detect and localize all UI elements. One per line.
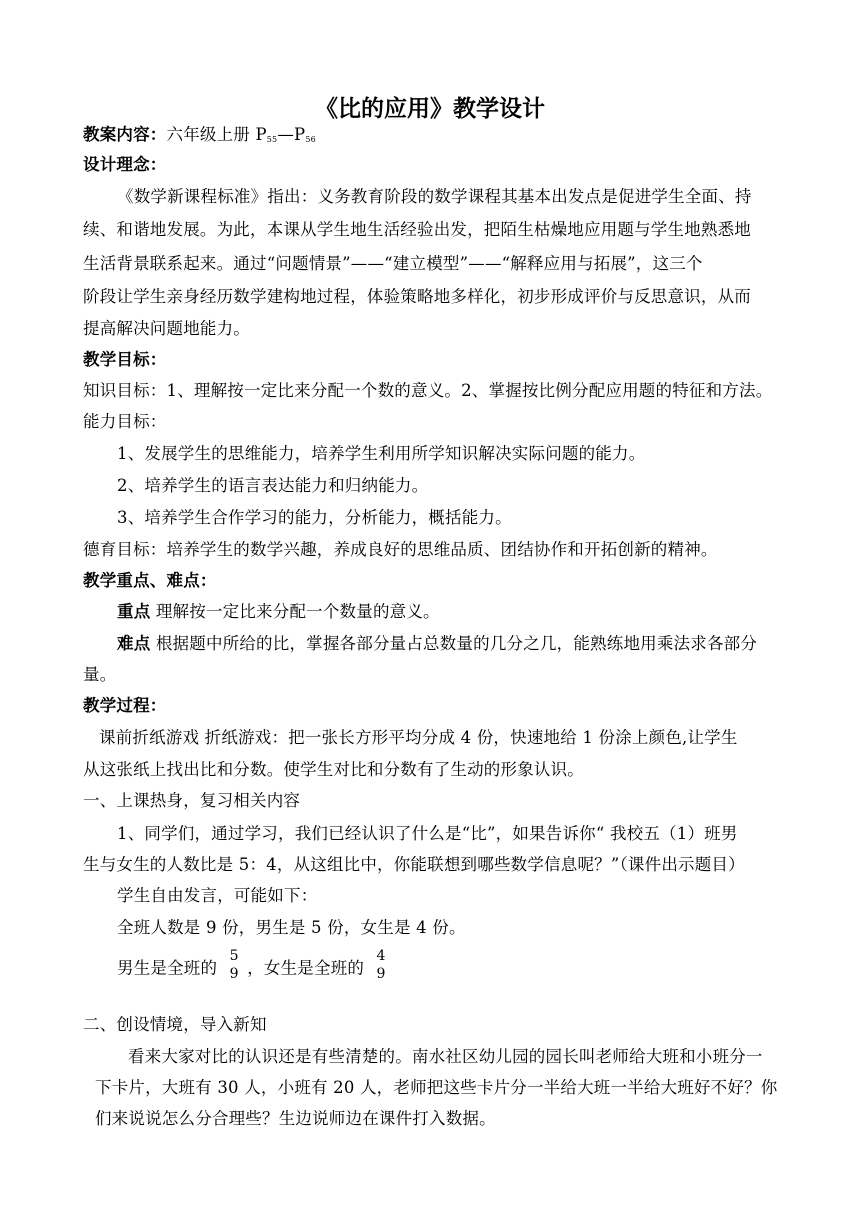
idea-line-4: 阶段让学生亲身经历数学建构地过程，体验策略地多样化，初步形成评价与反思意识，从而 [83, 287, 751, 306]
content-text: 六年级上册 P [166, 125, 267, 144]
fraction-2-denominator: 9 [376, 966, 386, 982]
section1-line-3: 学生自由发言，可能如下： [117, 886, 318, 905]
idea-line-5: 提高解决问题地能力。 [83, 319, 250, 338]
fraction-1-denominator: 9 [229, 966, 239, 982]
focus-text: 理解按一定比来分配一个数量的意义。 [150, 602, 440, 621]
ability-goal-item-3: 3、培养学生合作学习的能力，分析能力，概括能力。 [117, 508, 512, 527]
section1-line-1: 1、同学们，通过学习，我们已经认识了什么是“比”，如果告诉你“ 我校五（1）班男 [117, 824, 738, 843]
knowledge-goal: 知识目标：1、理解按一定比来分配一个数的意义。2、掌握按比例分配应用题的特征和方法。 [83, 381, 773, 400]
difficulty-text: 根据题中所给的比，掌握各部分量占总数量的几分之几，能熟练地用乘法求各部分 [150, 634, 758, 653]
fraction-prefix: 男生是全班的 [117, 958, 218, 978]
section1-line-4: 全班人数是 9 份，男生是 5 份，女生是 4 份。 [117, 918, 466, 937]
goals-heading: 教学目标： [83, 350, 167, 369]
difficulty-label: 难点 [117, 634, 151, 653]
page-start-sub: 55 [266, 135, 278, 144]
difficulty-line [117, 636, 757, 653]
idea-heading: 设计理念： [83, 155, 167, 174]
fraction-middle: ，女生是全班的 [247, 958, 365, 978]
process-heading: 教学过程： [83, 696, 167, 715]
fraction-4-9 [374, 947, 388, 983]
section2-line-2: 下卡片，大班有 30 人，小班有 20 人，老师把这些卡片分一半给大班一半给大班好不好？你 [95, 1078, 778, 1097]
idea-line-3: 生活背景联系起来。通过“问题情景”——“建立模型”——“解释应用与拓展”，这三个 [83, 254, 703, 273]
section1-line-2: 生与女生的人数比是 5：4，从这组比中，你能联想到哪些数学信息呢？”（课件出示题目） [83, 855, 745, 874]
fraction-1-numerator: 5 [229, 948, 239, 964]
document-title: 《比的应用》教学设计 [315, 95, 545, 122]
section2-heading: 二、创设情境，导入新知 [83, 1015, 267, 1034]
ability-goal-label: 能力目标： [83, 412, 167, 431]
idea-line-2: 续、和谐地发展。为此，本课从学生地生活经验出发，把陌生枯燥地应用题与学生地熟悉地 [83, 220, 751, 239]
keypoints-heading: 教学重点、难点： [83, 571, 217, 590]
focus-label: 重点 [117, 602, 151, 621]
page-end-sub: 56 [305, 135, 316, 144]
ability-goal-item-2: 2、培养学生的语言表达能力和归纳能力。 [117, 476, 429, 495]
ability-goal-item-1: 1、发展学生的思维能力，培养学生利用所学知识解决实际问题的能力。 [117, 444, 646, 463]
focus-line [117, 604, 440, 621]
fraction-2-numerator: 4 [376, 948, 386, 964]
fraction-line [117, 948, 394, 987]
fraction-5-9 [227, 947, 241, 983]
moral-goal: 德育目标：培养学生的数学兴趣，养成良好的思维品质、团结协作和开拓创新的精神。 [83, 540, 718, 559]
difficulty-line-cont: 量。 [83, 665, 117, 684]
content-line [83, 127, 316, 144]
content-label: 教案内容： [83, 125, 167, 144]
page-dash: —P [277, 125, 306, 144]
section1-heading: 一、上课热身，复习相关内容 [83, 791, 301, 810]
section2-line-3: 们来说说怎么分合理些？生边说师边在课件打入数据。 [95, 1109, 496, 1128]
pre-class-line-2: 从这张纸上找出比和分数。使学生对比和分数有了生动的形象认识。 [83, 760, 584, 779]
section2-line-1: 看来大家对比的认识还是有些清楚的。南水社区幼儿园的园长叫老师给大班和小班分一 [128, 1047, 763, 1066]
pre-class-line-1: 课前折纸游戏 折纸游戏：把一张长方形平均分成 4 份，快速地给 1 份涂上颜色,让学生 [99, 728, 738, 747]
idea-line-1: 《数学新课程标准》指出：义务教育阶段的数学课程其基本出发点是促进学生全面、持 [117, 187, 752, 206]
